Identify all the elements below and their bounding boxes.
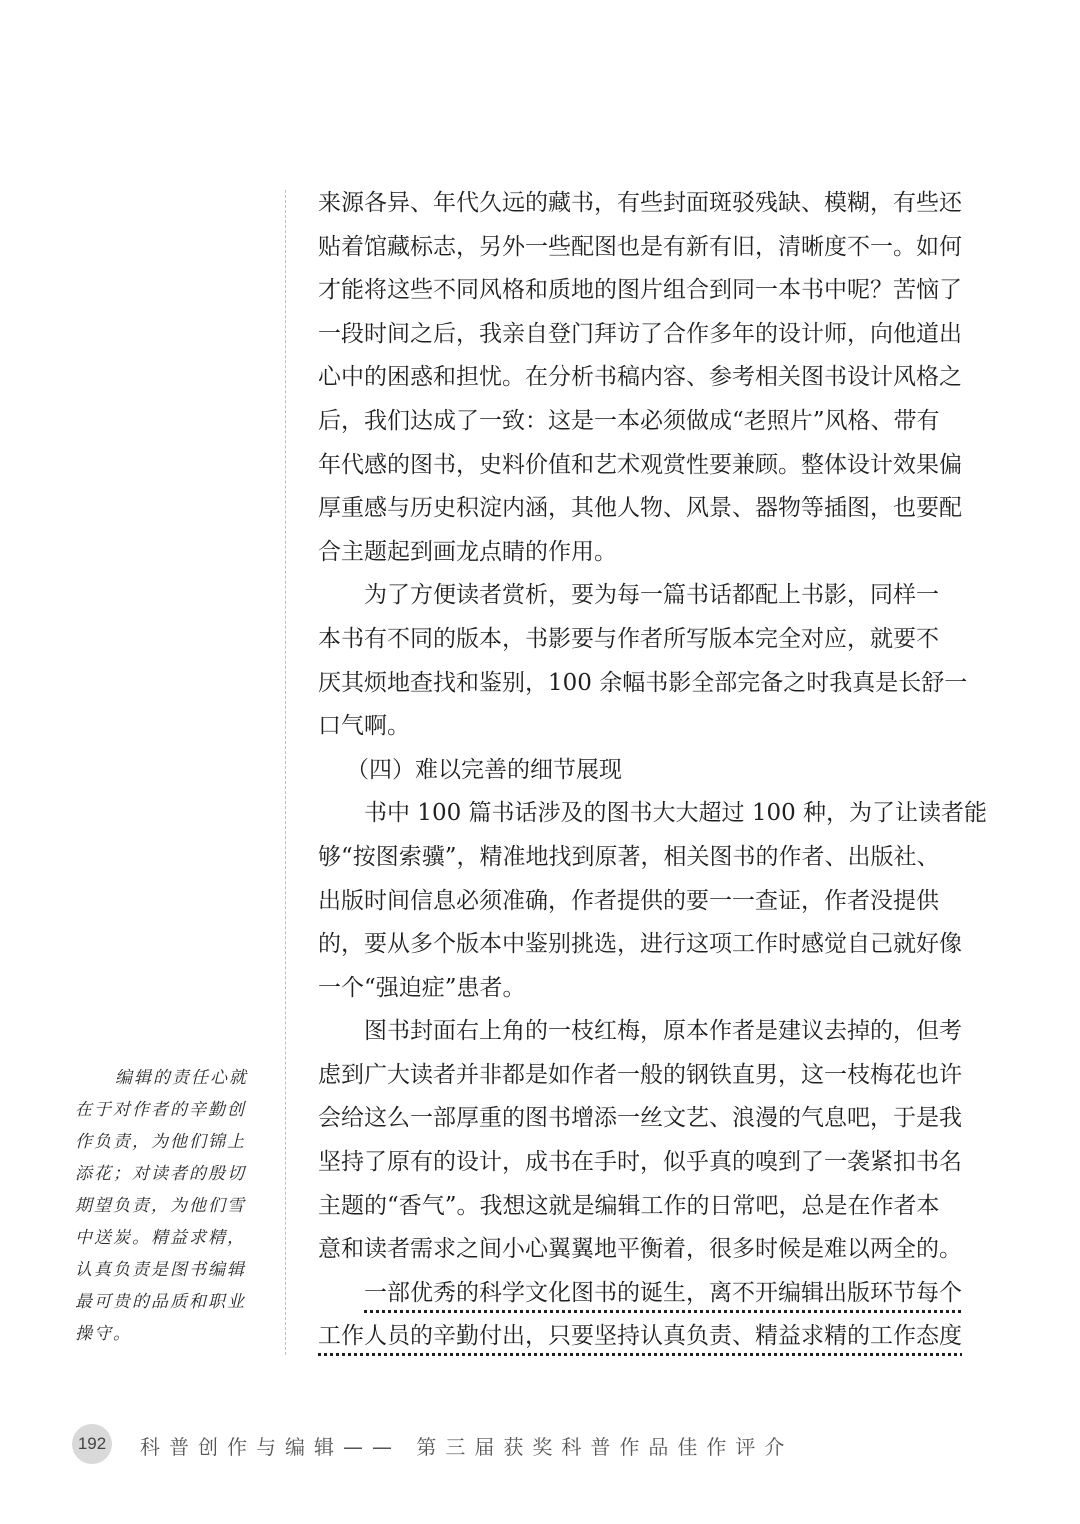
text-line: 出版时间信息必须准确，作者提供的要一一查证，作者没提供 — [318, 887, 939, 914]
text-line: 一个“强迫症”患者。 — [318, 974, 526, 1001]
text-line: 合主题起到画龙点睛的作用。 — [318, 538, 617, 565]
text-line: 厌其烦地查找和鉴别，100 余幅书影全部完备之时我真是长舒一 — [318, 669, 968, 696]
text-line: 才能将这些不同风格和质地的图片组合到同一本书中呢？苦恼了 — [318, 277, 962, 304]
page-footer — [72, 1424, 972, 1464]
paragraph-3 — [318, 792, 988, 1010]
margin-note — [75, 1062, 260, 1350]
text-line: 主题的“香气”。我想这就是编辑工作的日常吧，总是在作者本 — [318, 1192, 940, 1219]
note-line: 添花；对读者的殷切 — [75, 1164, 246, 1184]
text-line: 口气啊。 — [318, 713, 410, 740]
text-line: 虑到广大读者并非都是如作者一般的钢铁直男，这一枝梅花也许 — [318, 1061, 962, 1088]
text-line: 为了方便读者赏析，要为每一篇书话都配上书影，同样一 — [364, 582, 939, 609]
text-line: 的，要从多个版本中鉴别挑选，进行这项工作时感觉自己就好像 — [318, 931, 962, 958]
note-line: 最可贵的品质和职业 — [75, 1292, 246, 1312]
section-heading — [318, 749, 958, 793]
running-head: 科普创作与编辑—— 第三届获奖科普作品佳作评介 — [140, 1435, 794, 1459]
text-line: 意和读者需求之间小心翼翼地平衡着，很多时候是难以两全的。 — [318, 1236, 962, 1263]
text-line: 后，我们达成了一致：这是一本必须做成“老照片”风格、带有 — [318, 407, 940, 434]
text-line: 书中 100 篇书话涉及的图书大大超过 100 种，为了让读者能 — [364, 800, 988, 827]
note-line: 作负责，为他们锦上 — [75, 1132, 246, 1152]
text-line — [318, 1272, 962, 1316]
heading-text: （四）难以完善的细节展现 — [346, 756, 622, 783]
note-line: 操守。 — [75, 1324, 132, 1344]
dotted-emphasis: 工作人员的辛勤付出，只要坚持认真负责、精益求精的工作态度 — [318, 1323, 962, 1350]
note-line: 编辑的责任心就 — [115, 1068, 248, 1088]
main-text-column — [318, 182, 988, 1359]
text-line: 会给这么一部厚重的图书增添一丝文艺、浪漫的气息吧，于是我 — [318, 1105, 962, 1132]
text-line: 年代感的图书，史料价值和艺术观赏性要兼顾。整体设计效果偏 — [318, 451, 962, 478]
dotted-emphasis: 一部优秀的科学文化图书的诞生，离不开编辑出版环节每个 — [364, 1279, 962, 1306]
text-line: 坚持了原有的设计，成书在手时，似乎真的嗅到了一袭紧扣书名 — [318, 1149, 962, 1176]
text-line: 贴着馆藏标志，另外一些配图也是有新有旧，清晰度不一。如何 — [318, 233, 962, 260]
paragraph-5-emphasized — [318, 1272, 962, 1359]
paragraph-2 — [318, 574, 968, 748]
column-divider — [285, 190, 286, 1355]
page-number: 192 — [72, 1424, 112, 1464]
paragraph-1 — [318, 182, 962, 574]
note-line: 期望负责，为他们雪 — [75, 1196, 246, 1216]
text-line: 心中的困惑和担忧。在分析书稿内容、参考相关图书设计风格之 — [318, 364, 962, 391]
note-line: 在于对作者的辛勤创 — [75, 1100, 246, 1120]
paragraph-4 — [318, 1010, 962, 1272]
text-line: 本书有不同的版本，书影要与作者所写版本完全对应，就要不 — [318, 625, 939, 652]
text-line: 够“按图索骥”，精准地找到原著，相关图书的作者、出版社、 — [318, 843, 940, 870]
note-line: 中送炭。精益求精， — [75, 1228, 246, 1248]
text-line: 厚重感与历史积淀内涵，其他人物、风景、器物等插图，也要配 — [318, 495, 962, 522]
note-line: 认真负责是图书编辑 — [75, 1260, 246, 1280]
text-line: 来源各异、年代久远的藏书，有些封面斑驳残缺、模糊，有些还 — [318, 190, 962, 216]
text-line: 一段时间之后，我亲自登门拜访了合作多年的设计师，向他道出 — [318, 320, 962, 347]
text-line: 图书封面右上角的一枝红梅，原本作者是建议去掉的，但考 — [364, 1018, 962, 1045]
text-line — [318, 1315, 962, 1359]
